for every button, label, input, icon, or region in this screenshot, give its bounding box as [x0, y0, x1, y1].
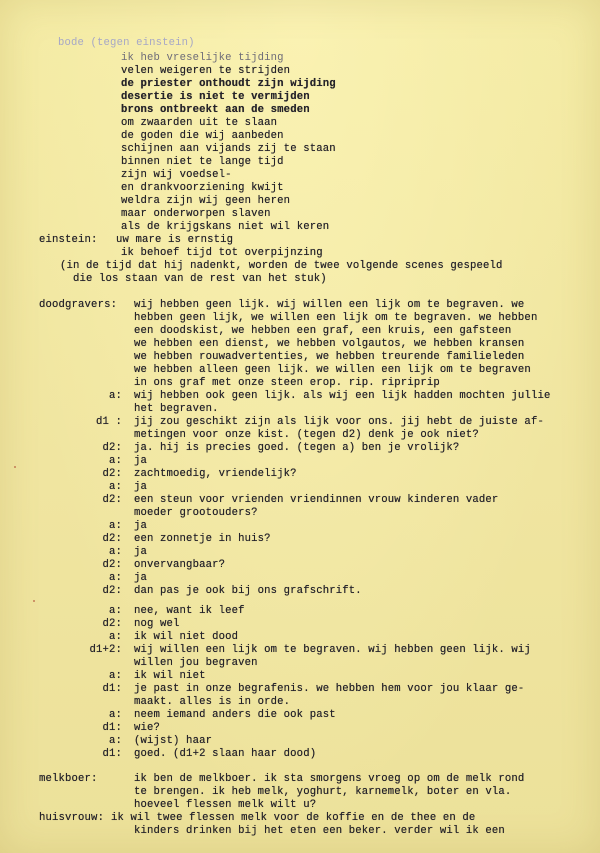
speaker-label: d2:	[102, 468, 122, 480]
speaker-label: d1 :	[95, 416, 122, 428]
dialogue-line: te brengen. ik heb melk, yoghurt, karnemelk, boter en vla.	[134, 786, 512, 798]
stage-direction: (in de tijd dat hij nadenkt, worden de twee volgende scenes gespeeld	[60, 260, 503, 272]
speaker-label: a:	[108, 572, 122, 584]
speaker-label: einstein:	[39, 234, 98, 246]
speaker-label: d2:	[102, 585, 122, 597]
dialogue-line: we hebben een dienst, we hebben volgautos, we hebben kransen	[134, 338, 525, 350]
dialogue-line: een steun voor vrienden vriendinnen vrouw kinderen vader	[134, 494, 499, 506]
dialogue-line: goed. (d1+2 slaan haar dood)	[134, 748, 317, 760]
dialogue-line: een doodskist, we hebben een graf, een kruis, een gafsteen	[134, 325, 512, 337]
dialogue-line: ik wil niet dood	[134, 631, 239, 643]
dialogue-line: nog wel	[134, 618, 180, 630]
dialogue-line: jij zou geschikt zijn als lijk voor ons. jij hebt de juiste af-	[134, 416, 544, 428]
dialogue-line: in ons graf met onze steen erop. rip. ripriprip	[134, 377, 440, 389]
dialogue-line: neem iemand anders die ook past	[134, 709, 336, 721]
speaker-label: a:	[108, 455, 122, 467]
dialogue-line: je past in onze begrafenis. we hebben hem voor jou klaar ge-	[134, 683, 525, 695]
speaker-label: a:	[108, 481, 122, 493]
stage-direction: die los staan van de rest van het stuk)	[73, 273, 327, 285]
dialogue-line: wij willen een lijk om te begraven. wij hebben geen lijk. wij	[134, 644, 531, 656]
paper-speck	[33, 600, 35, 602]
dialogue-line: wij hebben geen lijk. wij willen een lijk om te begraven. we	[134, 299, 525, 311]
poem-line: schijnen aan vijands zij te staan	[121, 143, 336, 155]
speaker-label: d2:	[102, 618, 122, 630]
poem-line: als de krijgskans niet wil keren	[121, 221, 330, 233]
dialogue-line: ik wil twee flessen melk voor de koffie en de thee en de	[111, 812, 476, 824]
dialogue-line: hoeveel flessen melk wilt u?	[134, 799, 317, 811]
paper-speck	[14, 466, 16, 468]
dialogue-line: kinders drinken bij het eten een beker. verder wil ik een	[134, 825, 505, 837]
dialogue-line: ik behoef tijd tot overpijnzing	[121, 247, 323, 259]
poem-line: binnen niet te lange tijd	[121, 156, 284, 168]
speaker-label: d1+2:	[89, 644, 122, 656]
speaker-label: a:	[108, 390, 122, 402]
speaker-label: a:	[108, 605, 122, 617]
dialogue-line: (wijst) haar	[134, 735, 213, 747]
dialogue-line: nee, want ik leef	[134, 605, 245, 617]
speaker-label: d2:	[102, 494, 122, 506]
dialogue-line: hebben geen lijk, we willen een lijk om te begraven. we hebben	[134, 312, 538, 324]
poem-line: om zwaarden uit te slaan	[121, 117, 278, 129]
dialogue-line: wij hebben ook geen lijk. als wij een lijk hadden mochten jullie	[134, 390, 551, 402]
dialogue-line: ja	[134, 455, 148, 467]
poem-line: velen weigeren te strijden	[121, 65, 291, 77]
poem-line: ik heb vreselijke tijding	[121, 52, 284, 64]
dialogue-line: we hebben alleen geen lijk. we willen een lijk om te begraven	[134, 364, 531, 376]
dialogue-line: uw mare is ernstig	[116, 234, 234, 246]
dialogue-line: moeder grootouders?	[134, 507, 258, 519]
speaker-label: d2:	[102, 533, 122, 545]
speaker-label: d2:	[102, 559, 122, 571]
dialogue-line: ja	[134, 572, 148, 584]
poem-line: de priester onthoudt zijn wijding	[121, 78, 336, 90]
dialogue-line: een zonnetje in huis?	[134, 533, 271, 545]
dialogue-line: onvervangbaar?	[134, 559, 226, 571]
speaker-label: a:	[108, 631, 122, 643]
speaker-label: melkboer:	[39, 773, 98, 785]
dialogue-line: metingen voor onze kist. (tegen d2) denk je ook niet?	[134, 429, 479, 441]
poem-line: maar onderworpen slaven	[121, 208, 271, 220]
dialogue-line: ik ben de melkboer. ik sta smorgens vroeg op om de melk rond	[134, 773, 525, 785]
dialogue-line: het begraven.	[134, 403, 219, 415]
speaker-label: d1:	[102, 683, 122, 695]
dialogue-line: ja	[134, 481, 148, 493]
dialogue-line: wie?	[134, 722, 161, 734]
speaker-label: a:	[108, 735, 122, 747]
speaker-label: d1:	[102, 722, 122, 734]
dialogue-line: we hebben rouwadvertenties, we hebben treurende familieleden	[134, 351, 525, 363]
dialogue-line: maakt. alles is in orde.	[134, 696, 291, 708]
dialogue-line: ja	[134, 546, 148, 558]
speaker-label: a:	[108, 670, 122, 682]
dialogue-line: ja. hij is precies goed. (tegen a) ben je vrolijk?	[134, 442, 460, 454]
dialogue-line: willen jou begraven	[134, 657, 258, 669]
dialogue-line: ik wil niet	[134, 670, 206, 682]
speaker-label: d1:	[102, 748, 122, 760]
dialogue-line: dan pas je ook bij ons grafschrift.	[134, 585, 362, 597]
speaker-label: a:	[108, 546, 122, 558]
poem-line: weldra zijn wij geen heren	[121, 195, 291, 207]
speaker-label: doodgravers:	[39, 299, 118, 311]
poem-line: de goden die wij aanbeden	[121, 130, 284, 142]
poem-line: zijn wij voedsel-	[121, 169, 232, 181]
speaker-label: a:	[108, 520, 122, 532]
dialogue-line: ja	[134, 520, 148, 532]
poem-line: desertie is niet te vermijden	[121, 91, 310, 103]
poem-line: bode (tegen einstein)	[58, 37, 195, 49]
speaker-label: a:	[108, 709, 122, 721]
dialogue-line: zachtmoedig, vriendelijk?	[134, 468, 297, 480]
poem-line: en drankvoorziening kwijt	[121, 182, 284, 194]
speaker-label: huisvrouw:	[39, 812, 105, 824]
poem-line: brons ontbreekt aan de smeden	[121, 104, 310, 116]
speaker-label: d2:	[102, 442, 122, 454]
